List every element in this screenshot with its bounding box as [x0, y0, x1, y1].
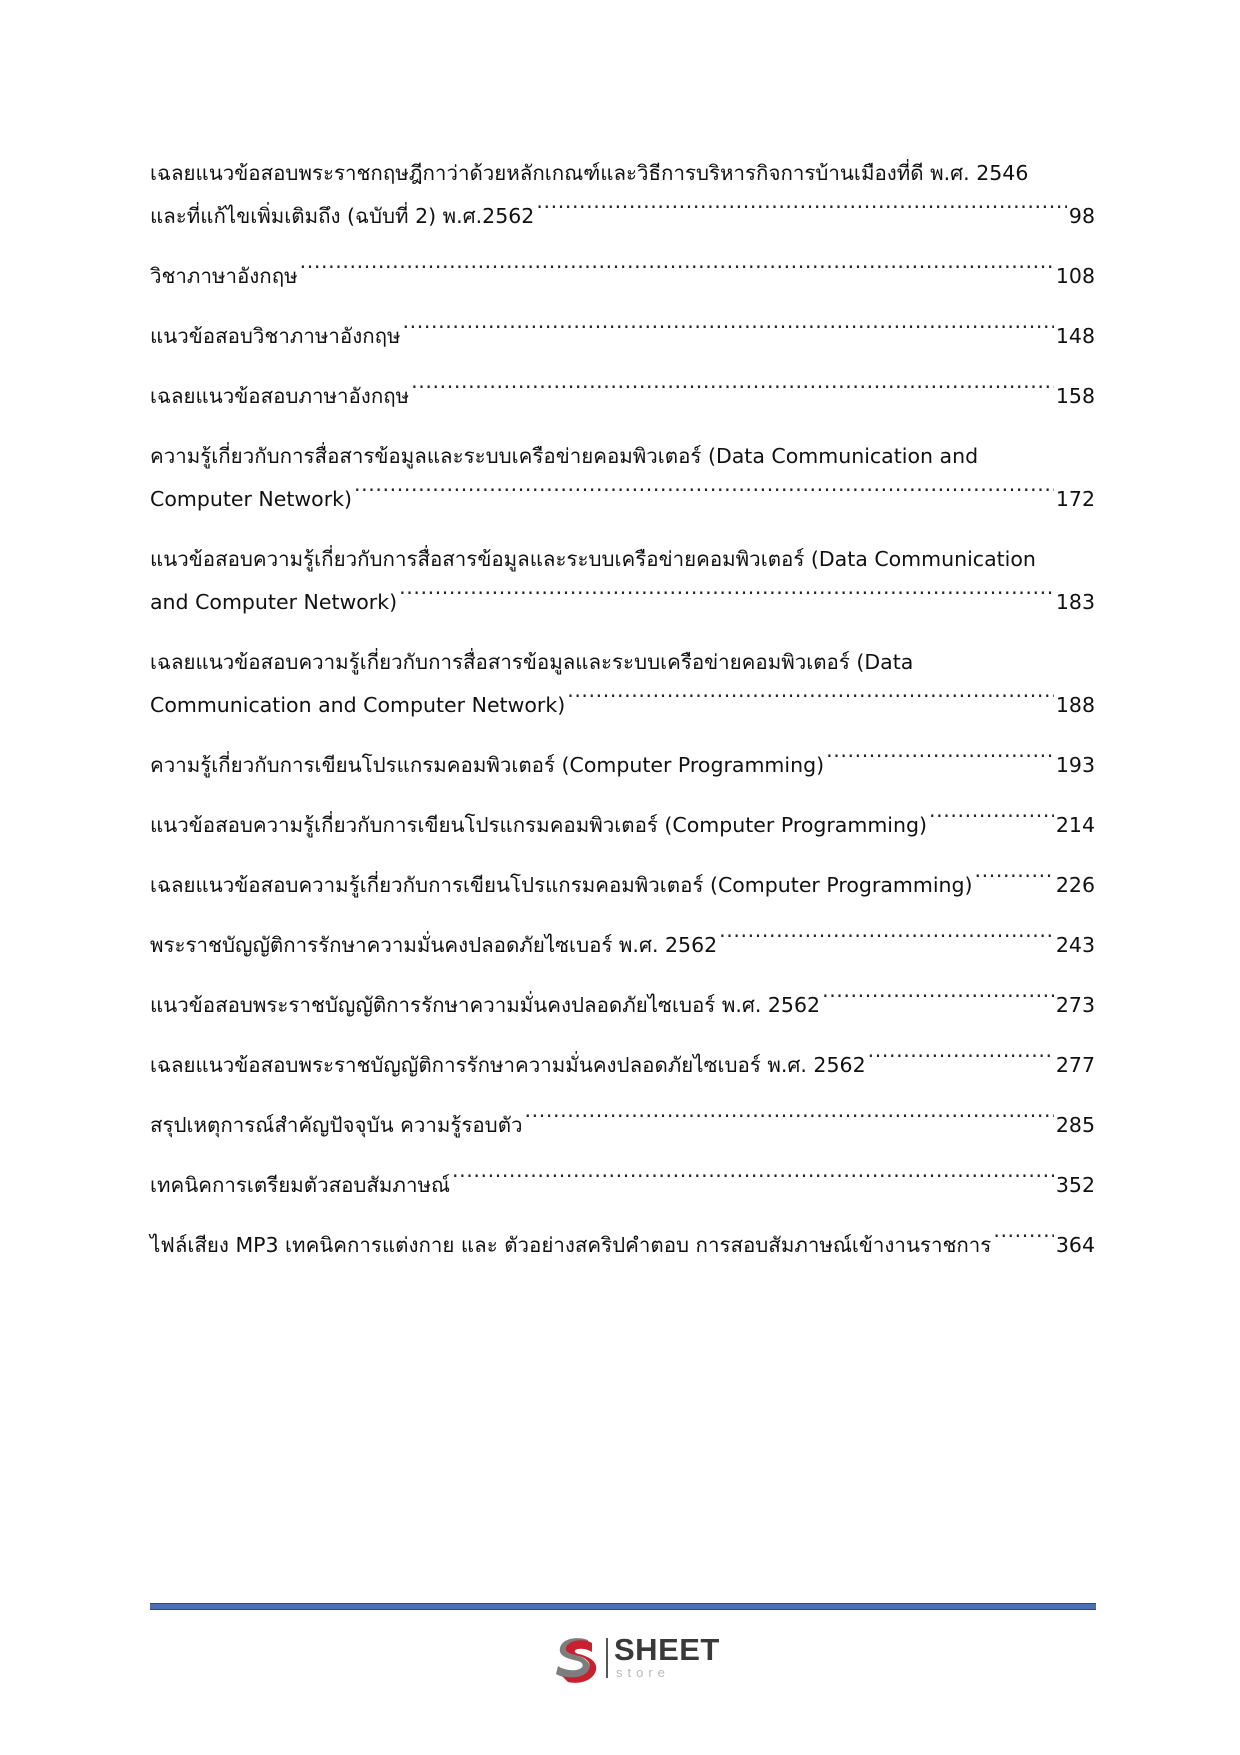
toc-page-number: 243 — [1055, 933, 1095, 957]
toc-entry-line — [150, 1164, 1095, 1207]
dot-leader — [975, 872, 1054, 893]
toc-entry[interactable] — [150, 744, 1095, 787]
toc-entry-title: เฉลยแนวข้อสอบภาษาอังกฤษ — [150, 384, 410, 408]
toc-entry[interactable] — [150, 864, 1095, 907]
toc-entry[interactable] — [150, 538, 1095, 624]
dot-leader — [868, 1052, 1054, 1073]
toc-entry-line — [150, 1044, 1095, 1087]
toc-entry-line — [150, 255, 1095, 298]
toc-page-number: 148 — [1055, 324, 1095, 348]
dot-leader — [300, 263, 1054, 284]
toc-entry-title-line: เฉลยแนวข้อสอบความรู้เกี่ยวกับการสื่อสารข้อมูลและระบบเครือข่ายคอมพิวเตอร์ (Data — [150, 650, 914, 674]
toc-entry[interactable] — [150, 1164, 1095, 1207]
dot-leader — [719, 932, 1054, 953]
toc-entry-line — [150, 375, 1095, 418]
toc-entry-title: สรุปเหตุการณ์สำคัญปัจจุบัน ความรู้รอบตัว — [150, 1113, 523, 1137]
toc-entry-title: แนวข้อสอบพระราชบัญญัติการรักษาความมั่นคงปลอดภัยไซเบอร์ พ.ศ. 2562 — [150, 993, 821, 1017]
toc-entry-title: พระราชบัญญัติการรักษาความมั่นคงปลอดภัยไซเบอร์ พ.ศ. 2562 — [150, 933, 718, 957]
toc-entry-title-line: แนวข้อสอบความรู้เกี่ยวกับการสื่อสารข้อมูลและระบบเครือข่ายคอมพิวเตอร์ (Data Communication — [150, 547, 1036, 571]
toc-page-number: 188 — [1055, 693, 1095, 717]
toc-entry-line — [150, 804, 1095, 847]
toc-entry[interactable] — [150, 924, 1095, 967]
sheet-store-s-icon — [548, 1632, 600, 1684]
dot-leader — [399, 589, 1054, 610]
toc-page-number: 226 — [1055, 873, 1095, 897]
dot-leader — [411, 383, 1054, 404]
toc-page-number: 183 — [1055, 590, 1095, 614]
toc-entry-line — [150, 864, 1095, 907]
toc-entry-title: และที่แก้ไขเพิ่มเติมถึง (ฉบับที่ 2) พ.ศ.2562 — [150, 204, 535, 228]
toc-entry-title: Communication and Computer Network) — [150, 693, 566, 717]
toc-page-number: 277 — [1055, 1053, 1095, 1077]
table-of-contents — [150, 152, 1095, 1284]
toc-entry-title: เฉลยแนวข้อสอบความรู้เกี่ยวกับการเขียนโปรแกรมคอมพิวเตอร์ (Computer Programming) — [150, 873, 973, 897]
toc-entry[interactable] — [150, 804, 1095, 847]
toc-entry-line — [150, 315, 1095, 358]
toc-entry-line — [150, 984, 1095, 1027]
toc-page-number: 98 — [1068, 204, 1095, 228]
dot-leader — [452, 1172, 1054, 1193]
toc-page-number: 214 — [1055, 813, 1095, 837]
dot-leader — [567, 692, 1054, 713]
sheet-store-logo — [548, 1632, 723, 1684]
dot-leader — [993, 1232, 1054, 1253]
toc-entry[interactable] — [150, 435, 1095, 521]
dot-leader — [403, 323, 1054, 344]
toc-entry-line — [150, 924, 1095, 967]
toc-entry-title-line: เฉลยแนวข้อสอบพระราชกฤษฎีกาว่าด้วยหลักเกณฑ์และวิธีการบริหารกิจการบ้านเมืองที่ดี พ.ศ. 2546 — [150, 161, 1029, 185]
toc-entry-line — [150, 1104, 1095, 1147]
dot-leader — [354, 486, 1054, 507]
toc-entry-line — [150, 744, 1095, 787]
toc-entry-line — [150, 195, 1095, 238]
toc-entry[interactable] — [150, 1104, 1095, 1147]
toc-entry-line — [150, 581, 1095, 624]
toc-entry[interactable] — [150, 641, 1095, 727]
toc-entry-title: and Computer Network) — [150, 590, 398, 614]
toc-entry[interactable] — [150, 984, 1095, 1027]
toc-entry[interactable] — [150, 255, 1095, 298]
toc-entry-line — [150, 478, 1095, 521]
toc-entry-title: แนวข้อสอบความรู้เกี่ยวกับการเขียนโปรแกรมคอมพิวเตอร์ (Computer Programming) — [150, 813, 927, 837]
dot-leader — [822, 992, 1054, 1013]
toc-entry-title: ไฟล์เสียง MP3 เทคนิคการแต่งกาย และ ตัวอย่างสคริปคำตอบ การสอบสัมภาษณ์เข้างานราชการ — [150, 1233, 992, 1257]
brand-subtitle: store — [616, 1665, 670, 1680]
toc-page-number: 285 — [1055, 1113, 1095, 1137]
toc-entry-title: เฉลยแนวข้อสอบพระราชบัญญัติการรักษาความมั่นคงปลอดภัยไซเบอร์ พ.ศ. 2562 — [150, 1053, 866, 1077]
footer-divider — [150, 1603, 1096, 1610]
brand-name: SHEET — [614, 1632, 720, 1667]
toc-entry[interactable] — [150, 1044, 1095, 1087]
toc-page-number: 273 — [1055, 993, 1095, 1017]
toc-entry-line — [150, 1224, 1095, 1267]
dot-leader — [929, 812, 1054, 833]
toc-entry-title: แนวข้อสอบวิชาภาษาอังกฤษ — [150, 324, 401, 348]
toc-page-number: 108 — [1055, 264, 1095, 288]
toc-page-number: 193 — [1055, 753, 1095, 777]
toc-page-number: 352 — [1055, 1173, 1095, 1197]
toc-entry-title: Computer Network) — [150, 487, 353, 511]
toc-page-number: 158 — [1055, 384, 1095, 408]
toc-page-number: 364 — [1055, 1233, 1095, 1257]
logo-divider — [606, 1638, 608, 1678]
toc-entry[interactable] — [150, 1224, 1095, 1267]
toc-entry-title: เทคนิคการเตรียมตัวสอบสัมภาษณ์ — [150, 1173, 450, 1197]
dot-leader — [525, 1112, 1054, 1133]
dot-leader — [536, 203, 1067, 224]
dot-leader — [826, 752, 1054, 773]
toc-entry-title-line: ความรู้เกี่ยวกับการสื่อสารข้อมูลและระบบเครือข่ายคอมพิวเตอร์ (Data Communication and — [150, 444, 979, 468]
toc-entry-line — [150, 684, 1095, 727]
toc-entry[interactable] — [150, 152, 1095, 238]
toc-entry[interactable] — [150, 375, 1095, 418]
toc-page-number: 172 — [1055, 487, 1095, 511]
toc-entry-title: ความรู้เกี่ยวกับการเขียนโปรแกรมคอมพิวเตอร์ (Computer Programming) — [150, 753, 825, 777]
toc-entry-title: วิชาภาษาอังกฤษ — [150, 264, 298, 288]
toc-entry[interactable] — [150, 315, 1095, 358]
